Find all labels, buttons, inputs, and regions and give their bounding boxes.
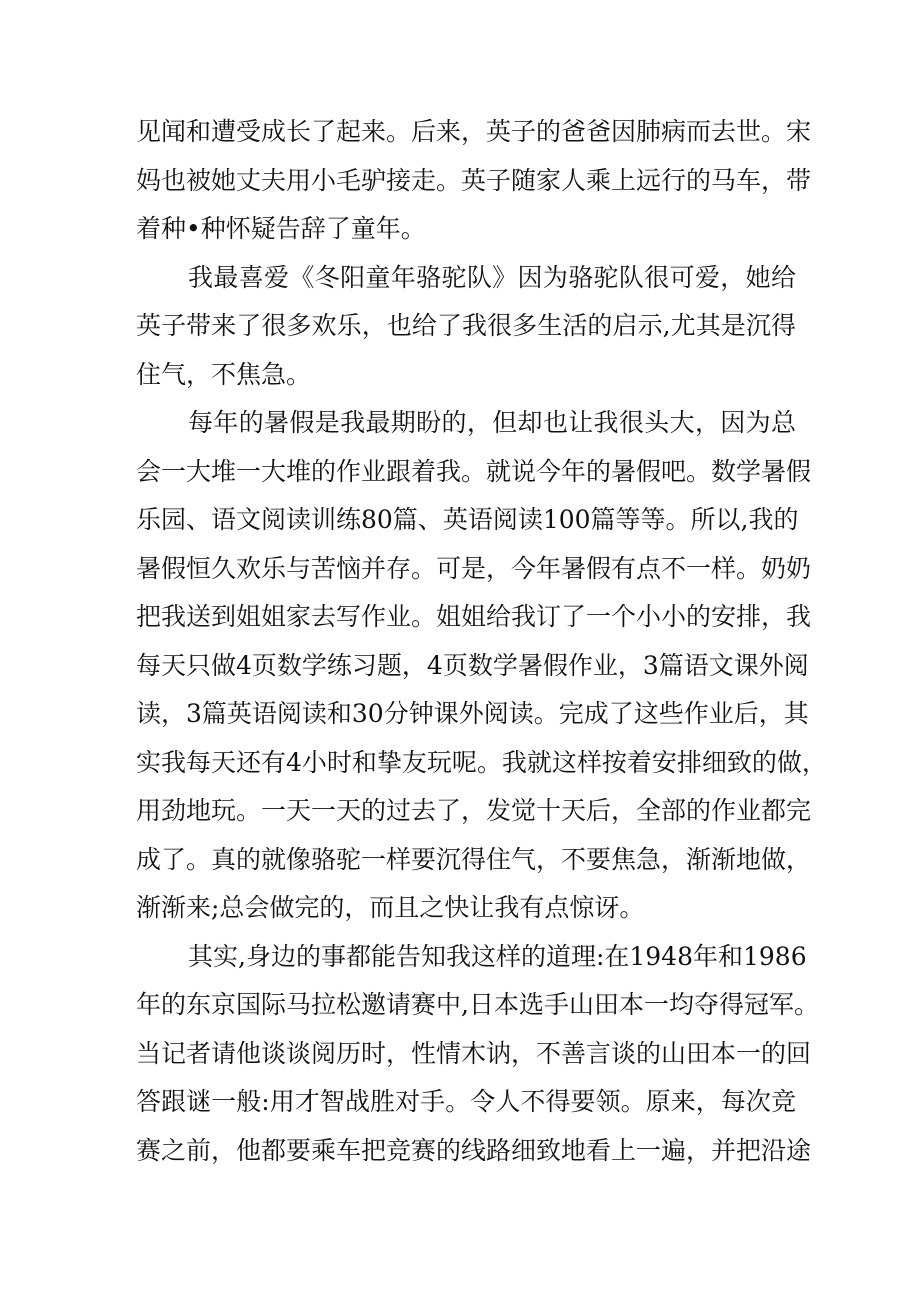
text-line: 当记者请他谈谈阅历时，性情木讷，不善言谈的山田本一的回	[136, 1038, 812, 1068]
text-line: 会一大堆一大堆的作业跟着我。就说今年的暑假吧。数学暑假	[136, 456, 812, 486]
body-text	[136, 108, 827, 1175]
text-line: 乐园、语文阅读训练80篇、英语阅读100篇等等。所以,我的	[136, 505, 799, 534]
text-line: 妈也被她丈夫用小毛驴接走。英子随家人乘上远行的马车，带	[136, 165, 812, 195]
text-line: 答跟谜一般:用才智战胜对手。令人不得要领。原来，每次竞	[136, 1087, 796, 1116]
text-line: 赛之前，他都要乘车把竞赛的线路细致地看上一遍，并把沿途	[136, 1135, 812, 1165]
text-line: 把我送到姐姐家去写作业。姐姐给我订了一个小小的安排，我	[136, 602, 812, 631]
text-line: 每天只做4页数学练习题，4页数学暑假作业，3篇语文课外阅	[136, 650, 809, 680]
text-line: 用劲地玩。一天一天的过去了，发觉十天后，全部的作业都完	[136, 796, 812, 825]
text-line: 成了。真的就像骆驼一样要沉得住气，不要焦急，渐渐地做，	[136, 844, 812, 874]
text-line: 见闻和遭受成长了起来。后来，英子的爸爸因肺病而去世。宋	[136, 117, 812, 146]
text-line: 每年的暑假是我最期盼的，但却也让我很头大，因为总	[188, 408, 796, 437]
text-line: 住气，不焦急。	[136, 359, 312, 389]
text-line: 我最喜爱《冬阳童年骆驼队》因为骆驼队很可爱，她给	[188, 262, 796, 292]
text-line: 实我每天还有4小时和挚友玩呢。我就这样按着安排细致的做，	[136, 747, 827, 777]
text-line: 年的东京国际马拉松邀请赛中,日本选手山田本一均夺得冠军。	[136, 990, 819, 1019]
text-line: 暑假恒久欢乐与苦恼并存。可是，今年暑假有点不一样。奶奶	[136, 553, 812, 583]
text-line: 渐渐来;总会做完的，而且之快让我有点惊讶。	[136, 893, 645, 922]
text-line: 读，3篇英语阅读和30分钟课外阅读。完成了这些作业后，其	[136, 699, 809, 728]
text-line: 其实,身边的事都能告知我这样的道理:在1948年和1986	[188, 941, 807, 971]
text-line: 英子带来了很多欢乐，也给了我很多生活的启示,尤其是沉得	[136, 311, 796, 340]
text-line: 着种•种怀疑告辞了童年。	[136, 214, 426, 243]
